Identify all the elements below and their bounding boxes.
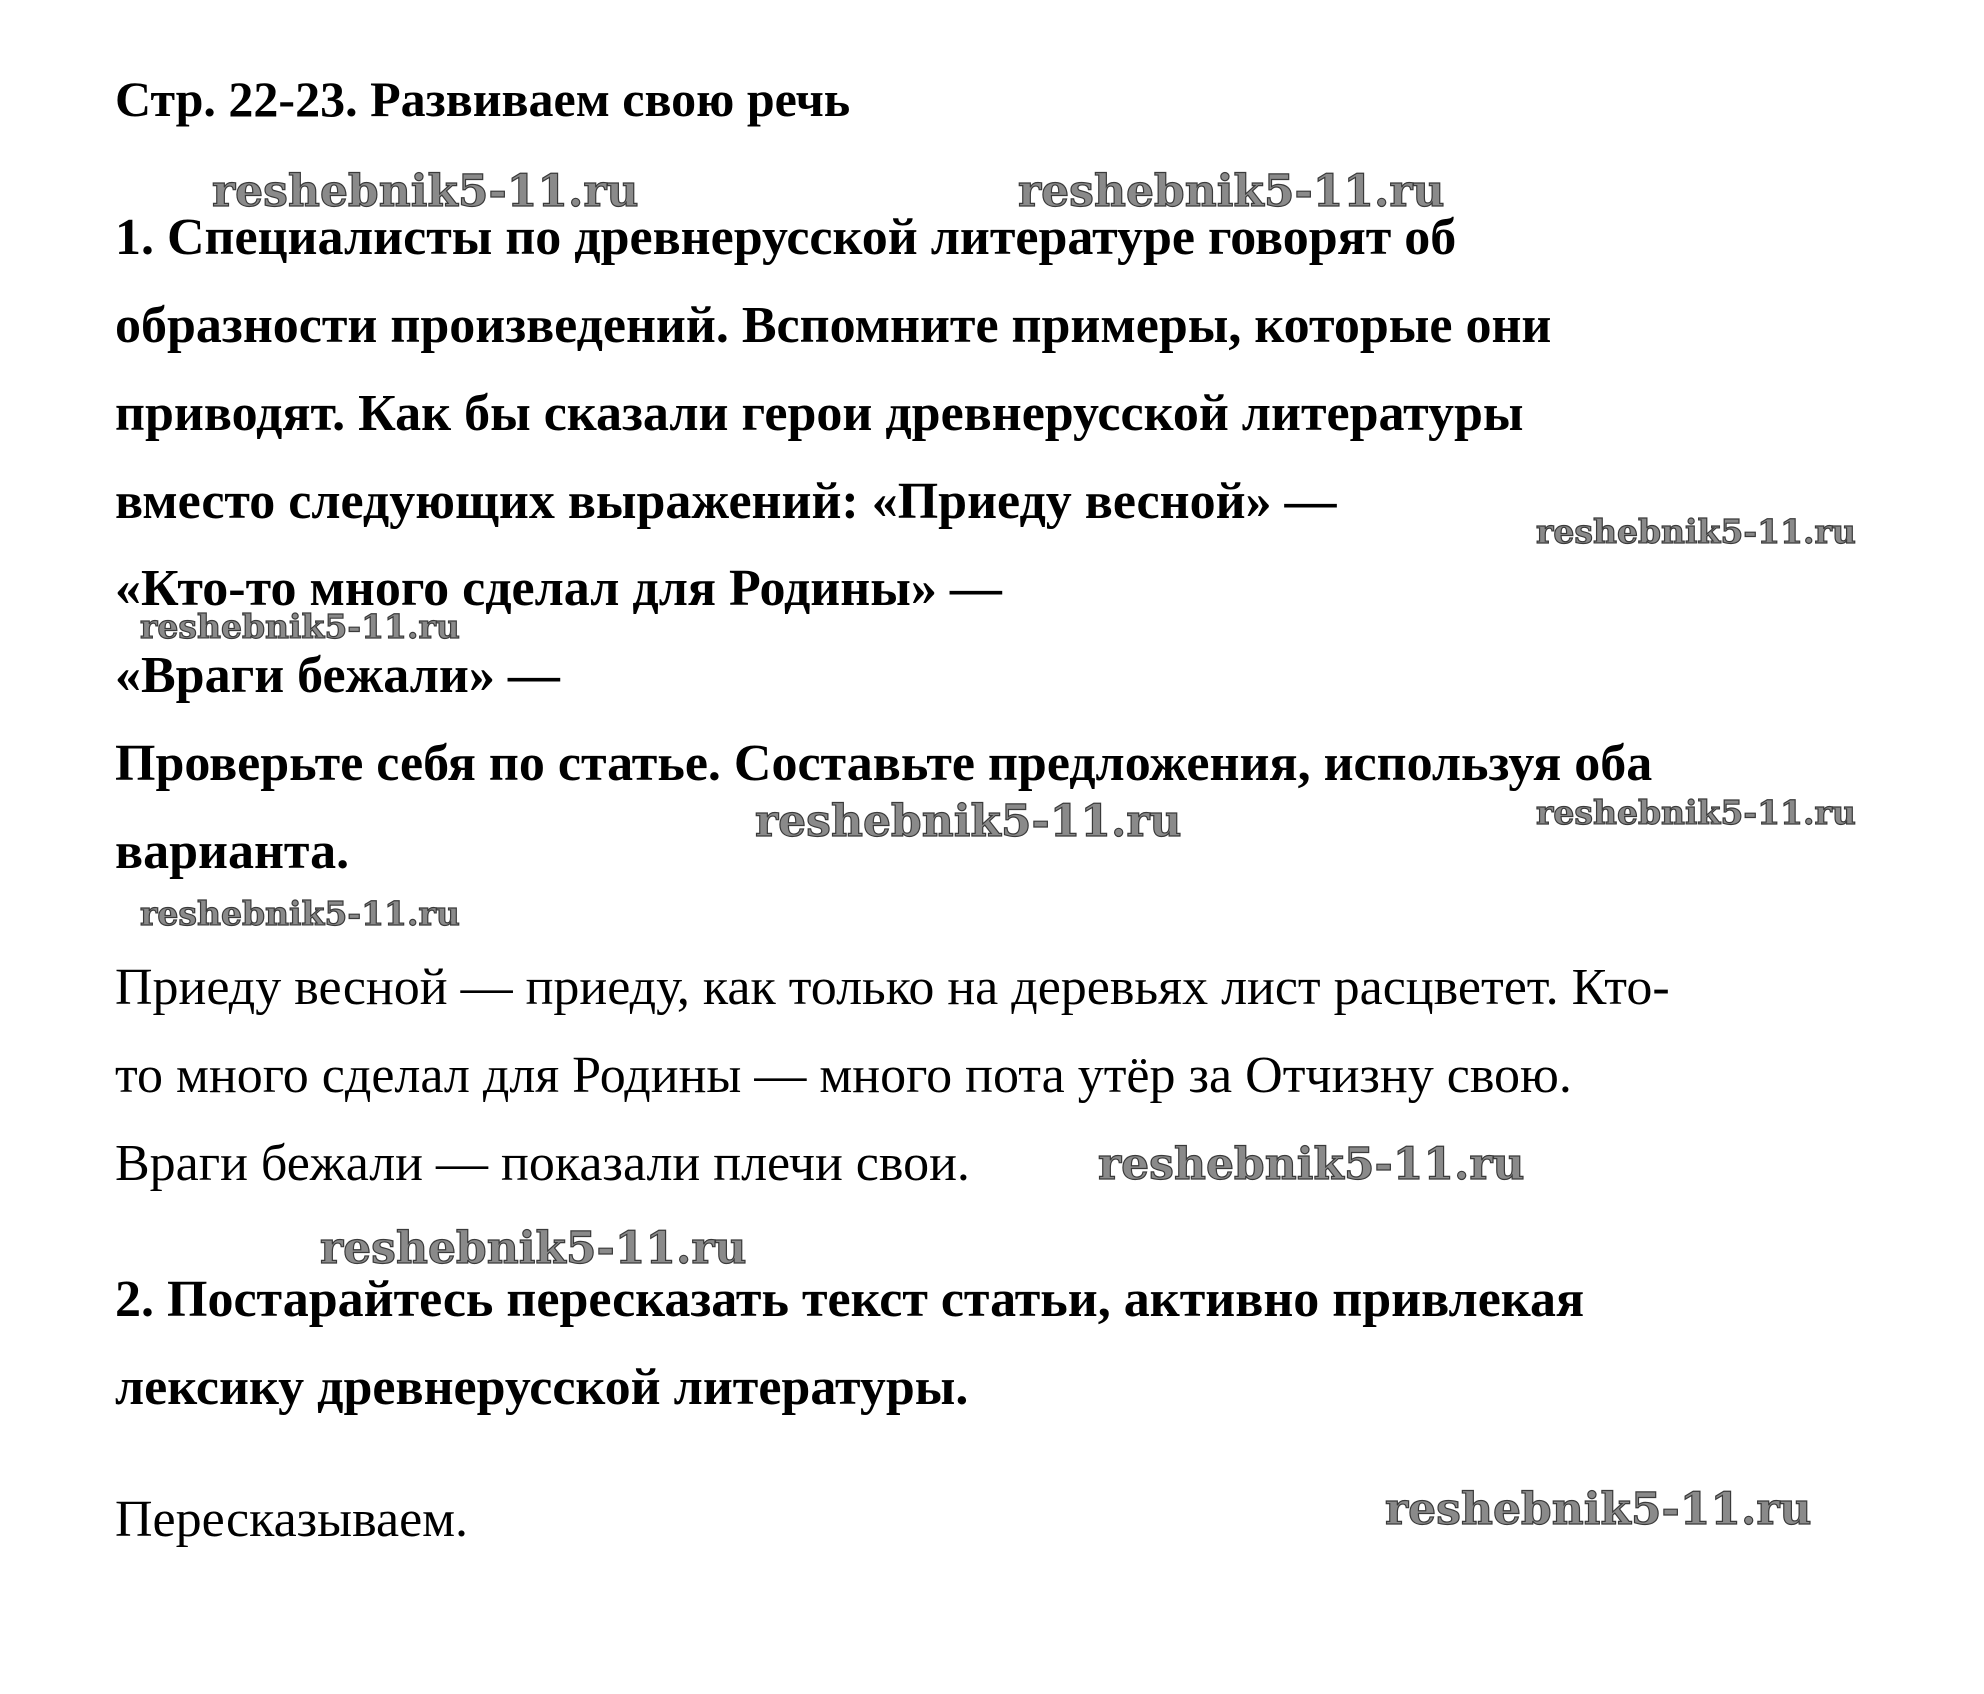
answer-2-text: Пересказываем.: [115, 1491, 469, 1548]
answer-1-line: Приеду весной — приеду, как только на деревьях лист расцветет. Кто-: [115, 959, 1670, 1016]
watermark: reshebnik5-11.ru: [320, 1223, 747, 1274]
task-2-line: лексику древнерусской литературы.: [115, 1359, 969, 1416]
page-title: Стр. 22-23. Развиваем свою речь: [115, 71, 851, 127]
task-1-line: варианта.: [115, 823, 350, 880]
watermark: reshebnik5-11.ru: [212, 166, 639, 217]
task-1-line: 1. Специалисты по древнерусской литературе говорят об: [115, 209, 1457, 266]
watermark: reshebnik5-11.ru: [1536, 512, 1856, 551]
watermark: reshebnik5-11.ru: [1018, 166, 1445, 217]
task-2-line: 2. Постарайтесь пересказать текст статьи, активно привлекая: [115, 1271, 1585, 1328]
task-1-line: «Кто-то много сделал для Родины» —: [115, 560, 1002, 617]
task-1-line: вместо следующих выражений: «Приеду весной» —: [115, 473, 1337, 530]
watermark: reshebnik5-11.ru: [140, 607, 460, 646]
answer-1-line: Враги бежали — показали плечи свои.: [115, 1135, 970, 1192]
watermark: reshebnik5-11.ru: [1385, 1484, 1812, 1535]
watermark: reshebnik5-11.ru: [1536, 793, 1856, 832]
watermark: reshebnik5-11.ru: [1098, 1139, 1525, 1190]
task-1-line: Проверьте себя по статье. Составьте предложения, используя оба: [115, 735, 1653, 792]
watermark: reshebnik5-11.ru: [140, 894, 460, 933]
watermark: reshebnik5-11.ru: [755, 796, 1182, 847]
task-1-line: образности произведений. Вспомните примеры, которые они: [115, 297, 1552, 354]
task-1-line: «Враги бежали» —: [115, 647, 560, 704]
task-1-line: приводят. Как бы сказали герои древнерусской литературы: [115, 385, 1524, 442]
answer-1-line: то много сделал для Родины — много пота утёр за Отчизну свою.: [115, 1047, 1572, 1104]
